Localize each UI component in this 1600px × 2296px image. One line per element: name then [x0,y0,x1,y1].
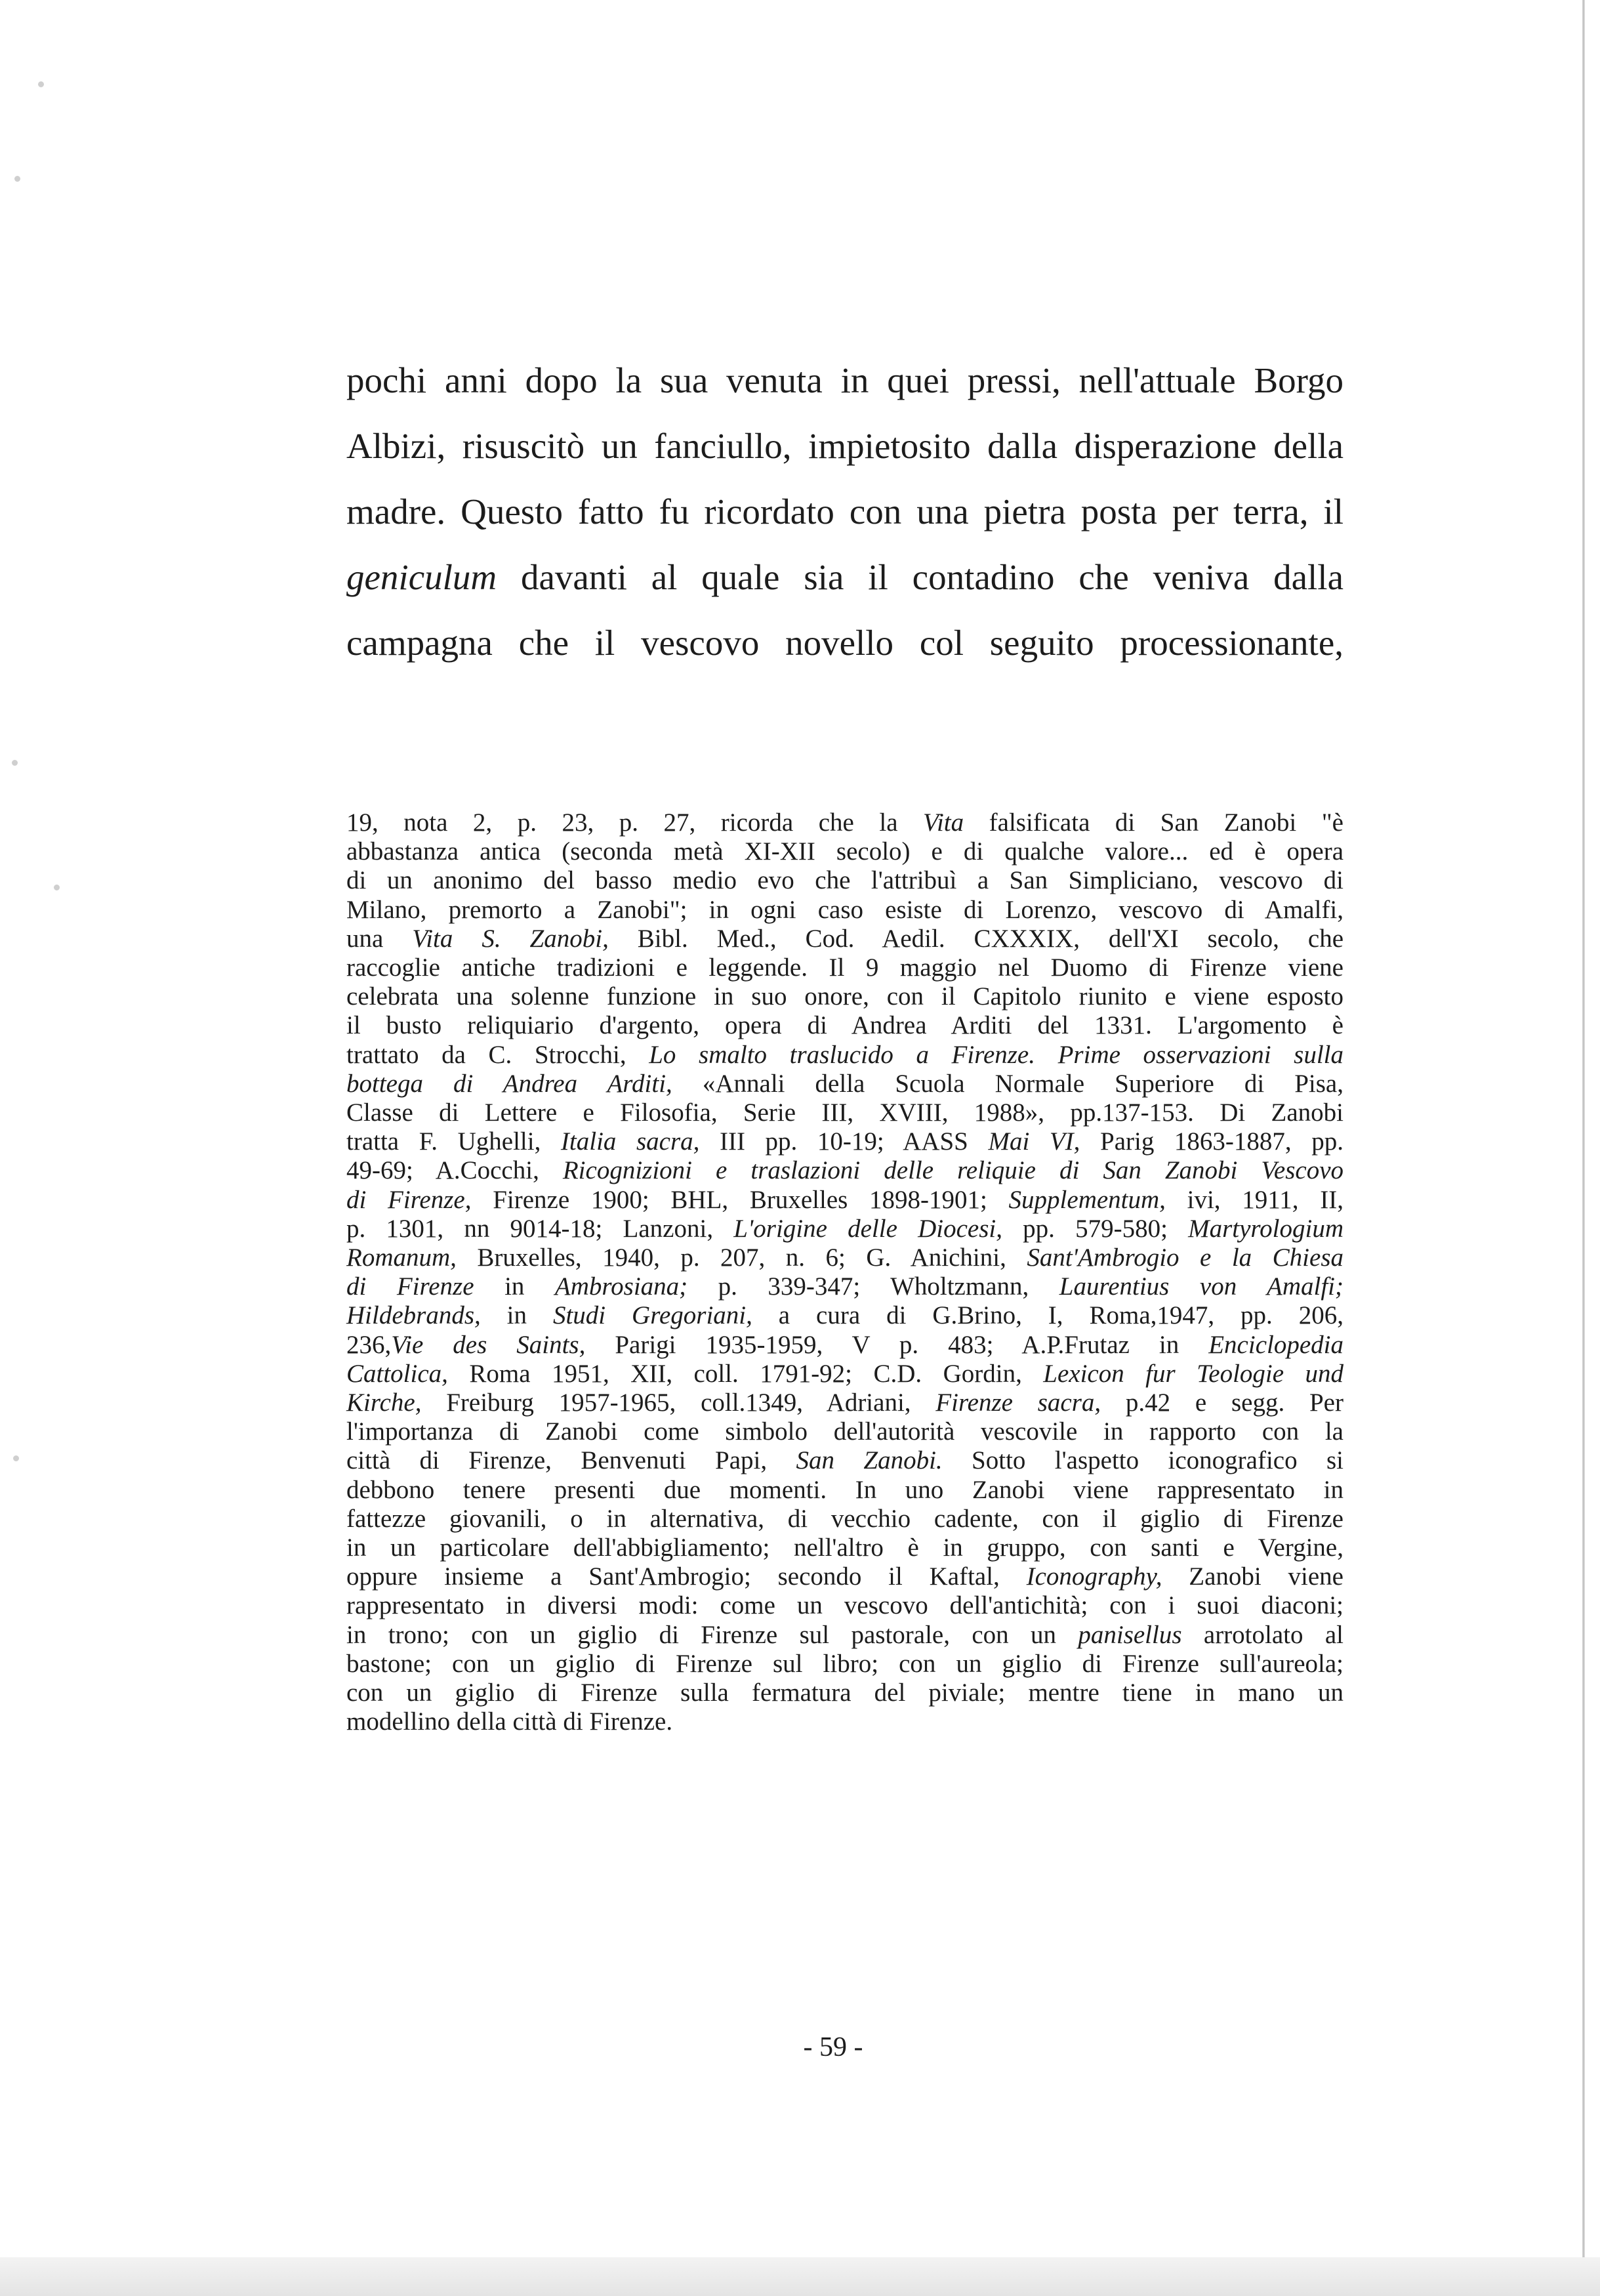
footnote-text: tratta F. Ughelli, [346,1127,561,1156]
footnote-italic-text: Vita [923,808,964,837]
body-line-text: davanti al quale sia il contadino che veniva dalla [497,557,1344,597]
footnote-line [346,1621,1344,1650]
footnote-line [346,1215,1344,1243]
footnote-line [346,1707,1344,1736]
footnote-line [346,1388,1344,1417]
footnote-line [346,1156,1344,1185]
footnote-text: trattato da C. Strocchi, [346,1040,649,1069]
footnote-italic-text: Sant'Ambrogio e la Chiesa [1027,1243,1344,1272]
body-line: campagna che il vescovo novello col seguito processionante, [346,623,1344,663]
footnote-line [346,1446,1344,1475]
scan-speck [38,81,44,87]
footnote-text: rappresentato in diversi modi: come un vescovo dell'antichità; con i suoi diaconi; [346,1591,1344,1620]
footnote-line [346,1679,1344,1707]
footnote-italic-text: Lo smalto traslucido a Firenze. Prime osservazioni sulla [649,1040,1344,1069]
footnote-line [346,1127,1344,1156]
footnote-text: Bibl. Med., Cod. Aedil. CXXXIX, dell'XI secolo, che [608,924,1344,953]
footnote-text: arrotolato al [1181,1620,1344,1649]
footnote-text: Parigi 1935-1959, V p. 483; A.P.Frutaz in [585,1330,1209,1359]
footnote-line [346,1417,1344,1446]
footnote-line [346,1591,1344,1620]
footnote-italic-text: Laurentius von Amalfi; [1059,1272,1344,1301]
footnote-text: Sotto l'aspetto iconografico si [942,1446,1344,1475]
footnote-line [346,1070,1344,1098]
body-line: pochi anni dopo la sua venuta in quei pressi, nell'attuale Borgo [346,360,1344,400]
footnote-line [346,925,1344,953]
page-edge-shadow [1582,0,1585,2257]
footnote-line [346,1186,1344,1215]
footnote-text: Parig 1863-1887, pp. [1080,1127,1344,1156]
footnote-text: in trono; con un giglio di Firenze sul pastorale, con un [346,1620,1078,1649]
footnote-text: III pp. 10-19; AASS [699,1127,989,1156]
footnote-text: «Annali della Scuola Normale Superiore di Pisa, [672,1069,1344,1098]
footnote-italic-text: Romanum, [346,1243,457,1272]
footnote-text: modellino della città di Firenze. [346,1707,673,1736]
footnote-line [346,896,1344,925]
footnote-text: Zanobi viene [1162,1562,1344,1591]
footnote-text: Roma 1951, XII, coll. 1791-92; C.D. Gordin, [447,1359,1044,1388]
footnote-text: Classe di Lettere e Filosofia, Serie III, XVIII, 1988», pp.137-153. Di Zanobi [346,1098,1344,1127]
footnote-italic-text: Firenze sacra, [935,1388,1101,1417]
footnote-line [346,837,1344,866]
scan-speck [14,176,20,182]
footnote-italic-text: Ricognizioni e traslazioni delle reliquie di San Zanobi Vescovo [562,1156,1344,1185]
footnote-line [346,1301,1344,1330]
footnote-italic-text: Ambrosiana; [554,1272,688,1301]
footnote-italic-text: panisellus [1078,1620,1182,1649]
footnote-text: oppure insieme a Sant'Ambrogio; secondo il Kaftal, [346,1562,1027,1591]
footnote-italic-text: Enciclopedia [1208,1330,1344,1359]
footnote-text: fattezze giovanili, o in alternativa, di vecchio cadente, con il giglio di Firenze [346,1504,1344,1533]
footnote-text: con un giglio di Firenze sulla fermatura del piviale; mentre tiene in mano un [346,1679,1344,1707]
footnote-text: p. 1301, nn 9014-18; Lanzoni, [346,1214,734,1243]
scan-speck [54,885,60,890]
footnote-italic-text: Kirche, [346,1388,422,1417]
footnote-text: l'importanza di Zanobi come simbolo dell'autorità vescovile in rapporto con la [346,1417,1344,1446]
footnote-italic-text: San Zanobi. [796,1446,943,1475]
footnote-italic-text: L'origine delle Diocesi, [733,1214,1002,1243]
footnote-text: di un anonimo del basso medio evo che l'attribuì a San Simpliciano, vescovo di [346,866,1344,895]
footnote-line [346,1272,1344,1301]
footnote-text: raccoglie antiche tradizioni e leggende. Il 9 maggio nel Duomo di Firenze viene [346,953,1344,982]
footnote-line [346,1562,1344,1591]
footnote-text: debbono tenere presenti due momenti. In uno Zanobi viene rappresentato in [346,1475,1344,1504]
footnote-italic-text: Vita S. Zanobi, [412,924,609,953]
footnote-text: città di Firenze, Benvenuti Papi, [346,1446,796,1475]
footnote-line [346,1505,1344,1534]
footnote-line [346,982,1344,1011]
footnote-text: falsificata di San Zanobi "è [964,808,1344,837]
body-line: Albizi, risuscitò un fanciullo, impietosito dalla disperazione della [346,426,1344,466]
footnote-text: in [474,1272,555,1301]
footnote-text: 236, [346,1330,392,1359]
footnote-line [346,1360,1344,1388]
page-number: - 59 - [803,2032,863,2062]
footnote-text: p. 339-347; Wholtzmann, [687,1272,1059,1301]
scan-speck [12,760,18,766]
footnote-line [346,1011,1344,1040]
footnote-italic-text: Mai VI, [988,1127,1080,1156]
footnote-line [346,1098,1344,1127]
footnote-italic-text: bottega di Andrea Arditi, [346,1069,672,1098]
body-line: madre. Questo fatto fu ricordato con una pietra posta per terra, il [346,491,1344,532]
footnote-text: pp. 579-580; [1002,1214,1189,1243]
footnote-text: celebrata una solenne funzione in suo onore, con il Capitolo riunito e viene esposto [346,982,1344,1011]
footnote-line [346,1476,1344,1505]
footnote-italic-text: Lexicon fur Teologie und [1043,1359,1344,1388]
footnote-italic-text: Hildebrands, [346,1301,481,1330]
footnote-italic-text: Iconography, [1026,1562,1162,1591]
body-line [346,545,1344,610]
footnote-text: Freiburg 1957-1965, coll.1349, Adriani, [421,1388,936,1417]
footnote [346,808,1344,1737]
footnote-italic-text: Martyrologium [1188,1214,1344,1243]
footnote-text: Bruxelles, 1940, p. 207, n. 6; G. Anichini, [456,1243,1027,1272]
footnote-text: p.42 e segg. Per [1101,1388,1344,1417]
footnote-line [346,1650,1344,1679]
footnote-text: Milano, premorto a Zanobi"; in ogni caso esiste di Lorenzo, vescovo di Amalfi, [346,895,1344,924]
footnote-italic-text: Vie des Saints, [391,1330,586,1359]
scan-speck [13,1455,19,1461]
footnote-italic-text: di Firenze, [346,1185,472,1214]
footnote-text: a cura di G.Brino, I, Roma,1947, pp. 206, [752,1301,1344,1330]
footnote-italic-text: Cattolica, [346,1359,448,1388]
footnote-line [346,1243,1344,1272]
body-text [346,348,1344,676]
footnote-italic-text: Supplementum, [1008,1185,1166,1214]
footnote-line [346,953,1344,982]
footnote-text: ivi, 1911, II, [1165,1185,1344,1214]
scan-bottom-margin [0,2257,1600,2296]
footnote-line [346,1331,1344,1360]
footnote-text: abbastanza antica (seconda metà XI-XII secolo) e di qualche valore... ed è opera [346,837,1344,866]
footnote-text: in [480,1301,553,1330]
footnote-line [346,1534,1344,1562]
footnote-text: bastone; con un giglio di Firenze sul libro; con un giglio di Firenze sull'aureola; [346,1649,1344,1678]
footnote-text: una [346,924,413,953]
footnote-text: 19, nota 2, p. 23, p. 27, ricorda che la [346,808,924,837]
footnote-line [346,808,1344,837]
footnote-text: Firenze 1900; BHL, Bruxelles 1898-1901; [471,1185,1009,1214]
body-line-italic: geniculum [346,557,497,597]
footnote-italic-text: Studi Gregoriani, [552,1301,752,1330]
footnote-italic-text: Italia sacra, [560,1127,700,1156]
footnote-italic-text: di Firenze [346,1272,474,1301]
footnote-line [346,866,1344,895]
footnote-text: in un particolare dell'abbigliamento; nell'altro è in gruppo, con santi e Vergine, [346,1534,1344,1562]
footnote-text: il busto reliquiario d'argento, opera di Andrea Arditi del 1331. L'argomento è [346,1011,1344,1040]
footnote-line [346,1041,1344,1070]
footnote-text: 49-69; A.Cocchi, [346,1156,563,1185]
